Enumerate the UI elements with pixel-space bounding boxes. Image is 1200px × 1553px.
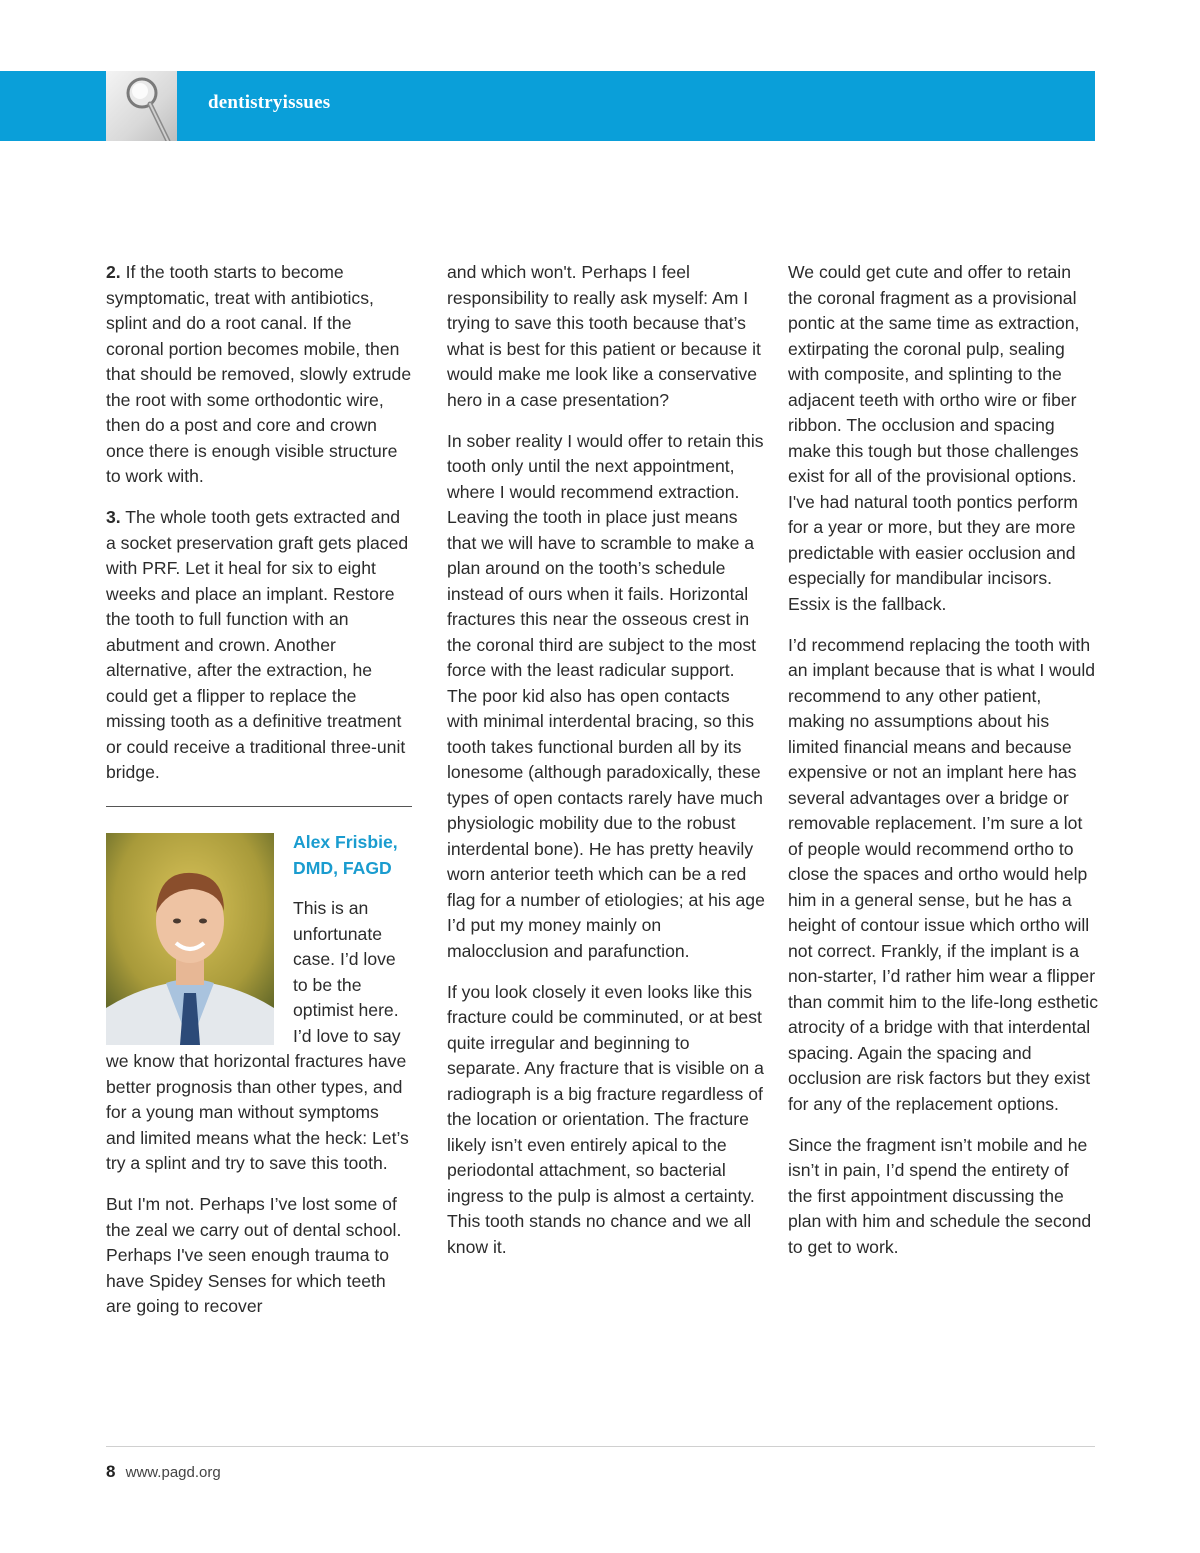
footer-url[interactable]: www.pagd.org (125, 1464, 221, 1481)
footer-rule (106, 1446, 1095, 1447)
section-title-word1: dentistry (208, 92, 283, 113)
dental-mirror-icon (106, 71, 177, 141)
author-photo (106, 833, 274, 1045)
page-footer (106, 1462, 221, 1482)
paragraph: and which won't. Perhaps I feel responsibility to really ask myself: Am I trying to save this tooth because that’s what is best for this patient or because it would make me look like a conservative hero in a case presentation? (447, 262, 761, 410)
paragraph: Since the fragment isn’t mobile and he isn’t in pain, I’d spend the entirety of the first appointment discussing the plan with him and schedule the second to get to work. (788, 1134, 1092, 1257)
list-number: 2. (106, 262, 121, 282)
article-column-3 (788, 260, 1098, 1276)
author-name-line2: DMD, FAGD (293, 857, 392, 878)
author-response (106, 830, 412, 1335)
paragraph (106, 260, 412, 490)
section-title-word2: issues (282, 92, 331, 113)
list-number: 3. (106, 507, 121, 527)
page-number: 8 (106, 1462, 116, 1481)
paragraph: If you look closely it even looks like this fracture could be comminuted, or at best quite irregular and beginning to separate. Any fracture that is visible on a radiograph is a big fracture regardless of the location or orientation. The fracture likely isn’t even entirely apical to the periodontal attachment, so bacterial ingress to the pulp is almost a certainty. This tooth stands no chance and we all know it. (447, 981, 764, 1257)
paragraph: We could get cute and offer to retain the coronal fragment as a provisional pontic at the same time as extraction, extirpating the coronal pulp, sealing with composite, and splinting to the adjacent teeth with ortho wire or fiber ribbon. The occlusion and spacing make this tough but those challenges exist for all of the provisional options. I've had natural tooth pontics perform for a year or more, but they are more predictable with easier occlusion and especially for mandibular incisors. Essix is the fallback. (788, 262, 1080, 614)
paragraph (106, 505, 412, 786)
paragraph-text: The whole tooth gets extracted and a socket preservation graft gets placed with PRF. Let it heal for six to eight weeks and place an implant. Restore the tooth to full function with an abutment and crown. Another alternative, after the extraction, he could get a flipper to replace the missing tooth as a definitive treatment or could receive a traditional three-unit bridge. (106, 507, 409, 782)
article-column-2 (447, 260, 765, 1276)
section-divider (106, 806, 412, 807)
section-title (208, 92, 330, 114)
paragraph: In sober reality I would offer to retain this tooth only until the next appointment, where I would recommend extraction. Leaving the tooth in place just means that we will have to scramble to make a plan around on the tooth’s schedule instead of ours when it fails. Horizontal fractures this near the osseous crest in the coronal third are subject to the most force with the least radicular support. The poor kid also has open contacts with minimal interdental bracing, so this tooth takes functional burden all by its lonesome (although paradoxically, these types of open contacts rarely have much physiologic mobility due to the robust interdental bone). He has pretty heavily worn anterior teeth which can be a red flag for a number of etiologies; at his age I’d put my money mainly on malocclusion and parafunction. (447, 430, 765, 961)
paragraph-text: If the tooth starts to become symptomatic, treat with antibiotics, splint and do a root canal. If the coronal portion becomes mobile, then that should be removed, slowly extrude the root with some orthodontic wire, then do a post and core and crown once there is enough visible structure to work with. (106, 262, 412, 486)
paragraph: This is an unfortunate case. I’d love to be the optimist here. I’d love to say we know that horizontal fractures have better prognosis than other types, and for a young man without symptoms and limited means what the heck: Let’s try a splint and try to save this tooth. (106, 898, 409, 1173)
paragraph: But I'm not. Perhaps I’ve lost some of the zeal we carry out of dental school. Perhaps I've seen enough trauma to have Spidey Senses for which teeth are going to recover (106, 1194, 402, 1316)
author-name-line1: Alex Frisbie, (293, 832, 398, 852)
paragraph: I’d recommend replacing the tooth with an implant because that is what I would recommend to any other patient, making no assumptions about his limited financial means and because expensive or not an implant here has several advantages over a bridge or removable replacement. I’m sure a lot of people would recommend ortho to close the spaces and ortho would help him in a general sense, but he has a height of contour issue which ortho will not correct. Frankly, if the implant is a non-starter, I’d rather him wear a flipper than commit him to the life-long esthetic atrocity of a bridge with that interdental spacing. Again the spacing and occlusion are risk factors but they exist for any of the replacement options. (788, 634, 1098, 1114)
article-column-1 (106, 260, 412, 801)
